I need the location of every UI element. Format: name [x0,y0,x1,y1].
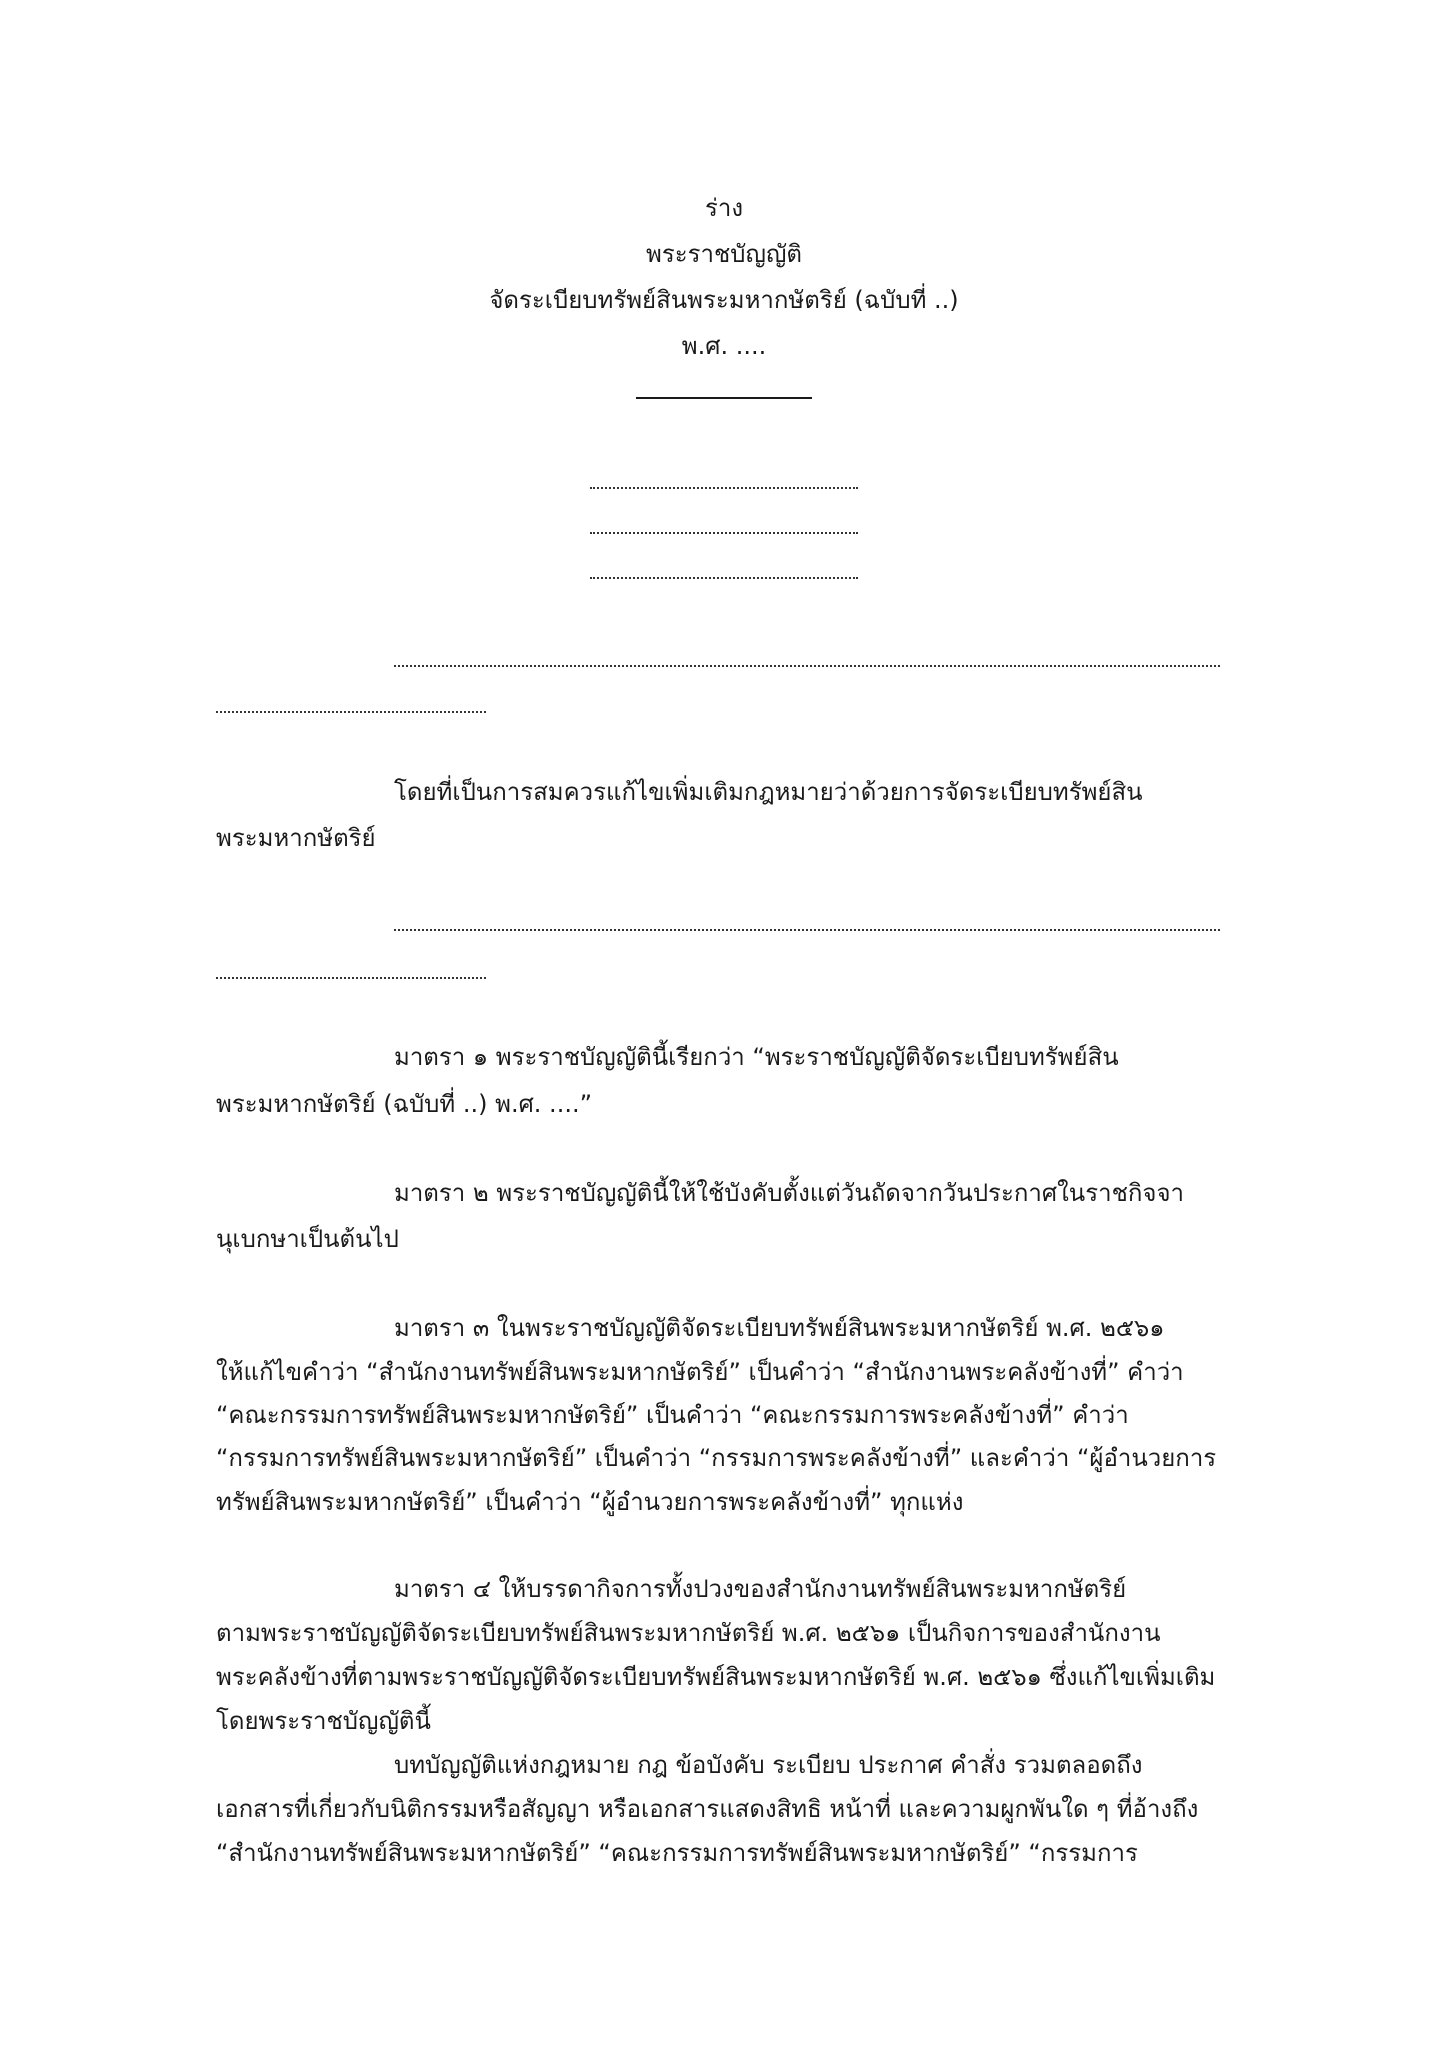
section-3-line-2: ให้แก้ไขคำว่า “สำนักงานทรัพย์สินพระมหากษัตริย์” เป็นคำว่า “สำนักงานพระคลังข้างที่” คำว่า [216,1358,1184,1386]
section-4-para-2-line-3: “สำนักงานทรัพย์สินพระมหากษัตริย์” “คณะกรรมการทรัพย์สินพระมหากษัตริย์” “กรรมการ [216,1839,1138,1867]
section-4-line-2: ตามพระราชบัญญัติจัดระเบียบทรัพย์สินพระมหากษัตริย์ พ.ศ. ๒๕๖๑ เป็นกิจการของสำนักงาน [216,1619,1161,1647]
section-1-line-2: พระมหากษัตริย์ (ฉบับที่ ..) พ.ศ. ....” [216,1090,593,1118]
preamble-line-1: โดยที่เป็นการสมควรแก้ไขเพิ่มเติมกฎหมายว่าด้วยการจัดระเบียบทรัพย์สิน [394,778,1143,806]
act-label: พระราชบัญญัติ [646,240,802,268]
section-4-line-3: พระคลังข้างที่ตามพระราชบัญญัติจัดระเบียบทรัพย์สินพระมหากษัตริย์ พ.ศ. ๒๕๖๑ ซึ่งแก้ไขเพิ่มเติม [216,1663,1216,1691]
act-title: จัดระเบียบทรัพย์สินพระมหากษัตริย์ (ฉบับที่ ..) [489,286,959,314]
section-1-line-1: มาตรา ๑ พระราชบัญญัตินี้เรียกว่า “พระราชบัญญัติจัดระเบียบทรัพย์สิน [394,1043,1119,1071]
draft-label: ร่าง [704,194,744,222]
section-4-line-4: โดยพระราชบัญญัตินี้ [216,1707,431,1735]
dotted-line-5 [216,711,486,713]
preamble-line-2: พระมหากษัตริย์ [216,824,376,852]
dotted-line-6 [394,929,1220,931]
year-label: พ.ศ. .... [681,332,767,360]
dotted-line-2 [590,532,858,534]
section-4-para-2-line-1: บทบัญญัติแห่งกฎหมาย กฎ ข้อบังคับ ระเบียบ ประกาศ คำสั่ง รวมตลอดถึง [394,1751,1143,1779]
dotted-line-4 [394,665,1220,667]
section-3-line-4: “กรรมการทรัพย์สินพระมหากษัตริย์” เป็นคำว่า “กรรมการพระคลังข้างที่” และคำว่า “ผู้อำนวยการ [216,1444,1217,1472]
section-4-para-2-line-2: เอกสารที่เกี่ยวกับนิติกรรมหรือสัญญา หรือเอกสารแสดงสิทธิ หน้าที่ และความผูกพันใด ๆ ที่อ้างถึง [216,1795,1199,1823]
dotted-line-1 [590,487,858,489]
section-4-line-1: มาตรา ๔ ให้บรรดากิจการทั้งปวงของสำนักงานทรัพย์สินพระมหากษัตริย์ [394,1575,1127,1603]
title-underline [636,397,812,399]
section-3-line-5: ทรัพย์สินพระมหากษัตริย์” เป็นคำว่า “ผู้อำนวยการพระคลังข้างที่” ทุกแห่ง [216,1488,964,1516]
section-3-line-3: “คณะกรรมการทรัพย์สินพระมหากษัตริย์” เป็นคำว่า “คณะกรรมการพระคลังข้างที่” คำว่า [216,1401,1129,1429]
section-3-line-1: มาตรา ๓ ในพระราชบัญญัติจัดระเบียบทรัพย์สินพระมหากษัตริย์ พ.ศ. ๒๕๖๑ [394,1314,1165,1342]
dotted-line-3 [590,577,858,579]
dotted-line-7 [216,977,486,979]
section-2-line-2: นุเบกษาเป็นต้นไป [216,1225,399,1253]
section-2-line-1: มาตรา ๒ พระราชบัญญัตินี้ให้ใช้บังคับตั้งแต่วันถัดจากวันประกาศในราชกิจจา [394,1179,1184,1207]
